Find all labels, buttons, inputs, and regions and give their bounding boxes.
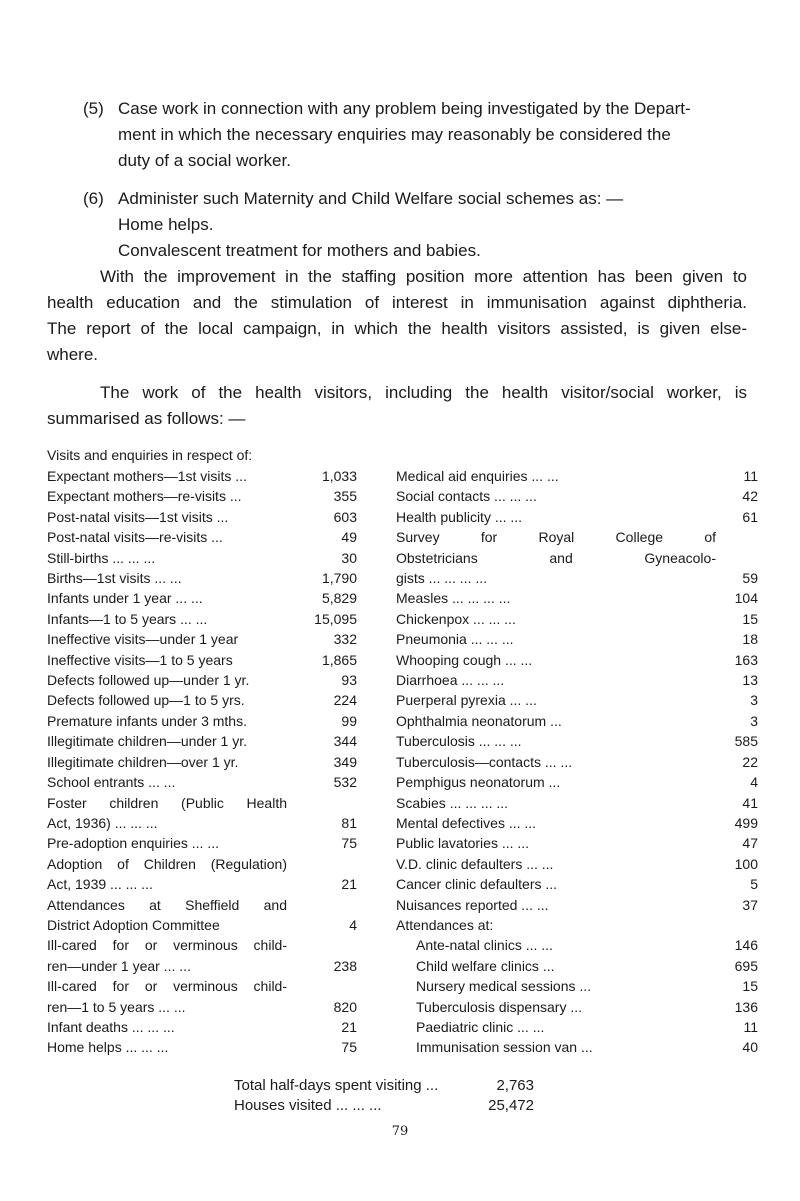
row-label [47,527,287,547]
row-value: 61 [742,508,758,525]
table-row [396,629,758,649]
row-label-line: Infant deaths ... ... ... [47,1018,175,1035]
row-value: 4 [750,774,758,791]
row-label [396,956,716,976]
table-row [47,588,357,608]
row-value: 355 [333,488,357,505]
row-value: 30 [341,549,357,566]
row-label [47,629,287,649]
row-label [396,793,716,813]
row-label-line: Ill-cared for or verminous child- [47,978,287,995]
row-value: 18 [742,631,758,648]
left-column-table [47,466,357,1058]
row-label [47,793,287,834]
row-label-line: Chickenpox ... ... ... [396,610,516,627]
row-label [47,731,287,751]
table-row [396,793,758,813]
row-label-line: Tuberculosis dispensary ... [416,998,582,1015]
row-label-line: Premature infants under 3 mths. [47,712,247,729]
table-row [47,772,357,792]
row-value: 238 [333,957,357,974]
table-row [47,650,357,670]
row-value: 93 [341,672,357,689]
row-value: 21 [341,1018,357,1035]
table-row [396,1017,758,1037]
row-label [47,1017,287,1037]
row-label [396,731,716,751]
row-value: 349 [333,753,357,770]
row-label-line: Infants under 1 year ... ... [47,590,203,607]
table-row [396,588,758,608]
row-label [396,833,716,853]
row-label-line: Defects followed up—1 to 5 yrs. [47,692,245,709]
row-value: 344 [333,733,357,750]
row-value: 15 [742,978,758,995]
table-row [47,895,357,936]
row-value: 47 [742,835,758,852]
row-label-line: Ineffective visits—1 to 5 years [47,651,233,668]
row-label-line: Infants—1 to 5 years ... ... [47,610,208,627]
row-value: 1,033 [321,468,357,484]
row-value: 15 [742,610,758,627]
table-row [47,731,357,751]
row-label [396,935,716,955]
table-row [396,466,758,486]
row-label [47,588,287,608]
table-row [396,670,758,690]
row-value: 146 [734,937,758,954]
row-label [396,588,716,608]
item-line: ment in which the necessary enquiries may reasonably be considered the [118,125,671,144]
item-line: duty of a social worker. [118,151,291,170]
page-number: 79 [391,1124,409,1139]
row-label-line: District Adoption Committee [47,916,220,933]
row-value: 1,865 [321,651,357,668]
row-label [396,752,716,772]
row-label [47,895,287,936]
table-row [47,711,357,731]
row-label [396,466,716,486]
table-row [47,935,357,976]
row-value: 99 [341,712,357,729]
item-number: (6) [83,189,104,208]
row-label [396,486,716,506]
row-label [396,629,716,649]
row-value: 3 [750,712,758,729]
row-label [47,486,287,506]
row-value: 163 [734,651,758,668]
row-value: 15,095 [314,610,357,627]
table-row [396,507,758,527]
row-label-line: Obstetricians and Gyneacolo- [396,549,716,566]
row-label [47,833,287,853]
row-value: 1,790 [321,570,357,587]
row-label-line: Ineffective visits—under 1 year [47,631,239,648]
row-label [47,711,287,731]
table-row [47,1017,357,1037]
table-row [47,466,357,486]
row-value: 75 [341,835,357,852]
numbered-item-6 [83,186,713,264]
row-value: 5 [750,876,758,893]
row-label [47,935,287,976]
table-row [396,690,758,710]
table-row [47,793,357,834]
row-label [47,507,287,527]
table-row [396,527,758,588]
row-label [47,609,287,629]
row-value: 22 [742,753,758,770]
table-row [396,956,758,976]
row-value: 37 [742,896,758,913]
table-row [396,650,758,670]
row-label-line: Ophthalmia neonatorum ... [396,712,562,729]
row-label-line: Public lavatories ... ... [396,835,530,852]
row-label-line: Defects followed up—under 1 yr. [47,672,250,689]
row-value: 499 [734,814,758,831]
item-line: Administer such Maternity and Child Welfare social schemes as: — [118,189,624,208]
table-row [47,568,357,588]
row-value: 49 [341,529,357,546]
row-label-line: Expectant mothers—re-visits ... [47,488,242,505]
table-row [396,854,758,874]
row-label-line: Medical aid enquiries ... ... [396,468,559,484]
paragraph-summary-intro [47,380,747,432]
row-label [396,507,716,527]
row-value: 332 [333,631,357,648]
item-line: Case work in connection with any problem being investigated by the Depart- [118,99,691,118]
table-row [47,1037,357,1057]
table-row [396,711,758,731]
row-label [396,895,716,915]
row-label-line: Survey for Royal College of [396,529,716,546]
row-label [47,548,287,568]
row-value: 4 [349,916,357,933]
row-label [396,813,716,833]
row-label-line: Ante-natal clinics ... ... [416,937,553,954]
row-label-line: Social contacts ... ... ... [396,488,537,505]
totals-label: Houses visited ... ... ... [234,1097,382,1114]
row-label [396,650,716,670]
row-label-line: School entrants ... ... [47,774,176,791]
table-row [396,752,758,772]
row-label [47,670,287,690]
table-row [396,935,758,955]
item-number: (5) [83,99,104,118]
row-value: 532 [333,774,357,791]
totals-row [234,1076,534,1096]
row-label-line: ren—under 1 year ... ... [47,957,191,974]
table-row [47,976,357,1017]
row-value: 13 [742,672,758,689]
item-line: Convalescent treatment for mothers and babies. [118,241,481,260]
row-value: 11 [743,1018,758,1035]
table-row [396,731,758,751]
table-row [47,609,357,629]
row-label [396,997,716,1017]
row-label-line: Attendances at: [396,916,494,933]
table-row [47,690,357,710]
totals-value: 25,472 [488,1097,534,1114]
table-row [47,833,357,853]
row-label-line: Illegitimate children—over 1 yr. [47,753,239,770]
row-label-line: Post-natal visits—re-visits ... [47,529,223,546]
table-row [47,548,357,568]
row-label-line: Illegitimate children—under 1 yr. [47,733,247,750]
row-label-line: Adoption of Children (Regulation) [47,855,287,872]
row-label [47,752,287,772]
row-label [396,915,716,935]
row-label-line: Cancer clinic defaulters ... [396,876,558,893]
row-label-line: Expectant mothers—1st visits ... [47,468,247,484]
totals-label: Total half-days spent visiting ... [234,1077,439,1094]
row-label-line: Births—1st visits ... ... [47,570,182,587]
row-label-line: Foster children (Public Health [47,794,287,811]
row-label [47,976,287,1017]
table-row [396,486,758,506]
row-label [47,854,287,895]
row-label-line: Still-births ... ... ... [47,549,156,566]
row-label-line: Whooping cough ... ... [396,651,533,668]
paragraph-line: where. [47,345,99,364]
table-row [47,854,357,895]
table-row [396,609,758,629]
row-label-line: ren—1 to 5 years ... ... [47,998,186,1015]
row-value: 5,829 [321,590,357,607]
table-row [396,833,758,853]
totals-value: 2,763 [496,1077,534,1094]
table-row [47,752,357,772]
table-row [396,1037,758,1057]
table-row [396,915,758,935]
table-row [396,976,758,996]
row-value: 3 [750,692,758,709]
row-value: 585 [734,733,758,750]
row-label [396,874,716,894]
table-row [47,629,357,649]
table-row [396,895,758,915]
row-label-line: Measles ... ... ... ... [396,590,511,607]
row-value: 41 [742,794,758,811]
row-label-line: Home helps ... ... ... [47,1039,169,1056]
row-label-line: Nuisances reported ... ... [396,896,549,913]
totals-block [234,1076,534,1116]
row-value: 820 [333,998,357,1015]
paragraph-staffing [47,264,747,368]
row-label [47,650,287,670]
row-label [396,976,716,996]
row-label [396,670,716,690]
row-label [396,1017,716,1037]
row-label-line: Nursery medical sessions ... [416,978,592,995]
table-row [47,486,357,506]
table-row [47,507,357,527]
row-label-line: Post-natal visits—1st visits ... [47,508,229,525]
row-label-line: Immunisation session van ... [416,1039,593,1056]
row-label-line: Tuberculosis—contacts ... ... [396,753,573,770]
table-row [396,772,758,792]
row-label-line: Health publicity ... ... [396,508,523,525]
row-label [47,568,287,588]
row-value: 42 [742,488,758,505]
row-value: 11 [743,468,758,484]
row-label [47,690,287,710]
row-label-line: Pre-adoption enquiries ... ... [47,835,219,852]
row-value: 100 [734,855,758,872]
paragraph-line: The report of the local campaign, in which the health visitors assisted, is given else- [47,319,747,338]
row-value: 603 [333,508,357,525]
row-value: 21 [341,876,357,893]
row-label-line: Puerperal pyrexia ... ... [396,692,537,709]
row-label-line: V.D. clinic defaulters ... ... [396,855,554,872]
row-value: 136 [734,998,758,1015]
table-row [47,670,357,690]
row-label-line: Diarrhoea ... ... ... [396,672,505,689]
row-value: 75 [341,1039,357,1056]
numbered-item-5 [83,96,713,174]
row-label-line: Mental defectives ... ... [396,814,537,831]
row-label-line: Child welfare clinics ... [416,957,555,974]
paragraph-line: health education and the stimulation of interest in immunisation against diphtheria. [47,293,747,312]
row-label-line: Act, 1936) ... ... ... [47,814,158,831]
row-label-line: Scabies ... ... ... ... [396,794,509,811]
paragraph-line: summarised as follows: — [47,409,246,428]
row-value: 59 [742,570,758,587]
row-label-line: Pneumonia ... ... ... [396,631,514,648]
row-label [396,711,716,731]
row-value: 224 [333,692,357,709]
paragraph-line: With the improvement in the staffing position more attention has been given to [100,267,747,286]
row-label [396,1037,716,1057]
right-column-table [396,466,758,1058]
row-value: 695 [734,957,758,974]
row-label [396,527,716,588]
table-row [396,997,758,1017]
row-value: 81 [341,814,357,831]
row-label-line: Attendances at Sheffield and [47,896,287,913]
row-label-line: gists ... ... ... ... [396,570,488,587]
row-value: 104 [734,590,758,607]
table-row [396,874,758,894]
row-label-line: Act, 1939 ... ... ... [47,876,153,893]
row-label [396,772,716,792]
row-label-line: Pemphigus neonatorum ... [396,774,561,791]
row-label [396,854,716,874]
row-label-line: Ill-cared for or verminous child- [47,937,287,954]
table-row [47,527,357,547]
totals-row [234,1096,534,1116]
row-label [47,466,287,486]
table-row [396,813,758,833]
paragraph-line: The work of the health visitors, including the health visitor/social worker, is [100,383,747,402]
item-line: Home helps. [118,215,214,234]
table-heading: Visits and enquiries in respect of: [47,447,253,463]
row-value: 40 [742,1039,758,1056]
row-label-line: Paediatric clinic ... ... [416,1018,545,1035]
row-label-line: Tuberculosis ... ... ... [396,733,522,750]
row-label [396,609,716,629]
row-label [396,690,716,710]
row-label [47,772,287,792]
row-label [47,1037,287,1057]
